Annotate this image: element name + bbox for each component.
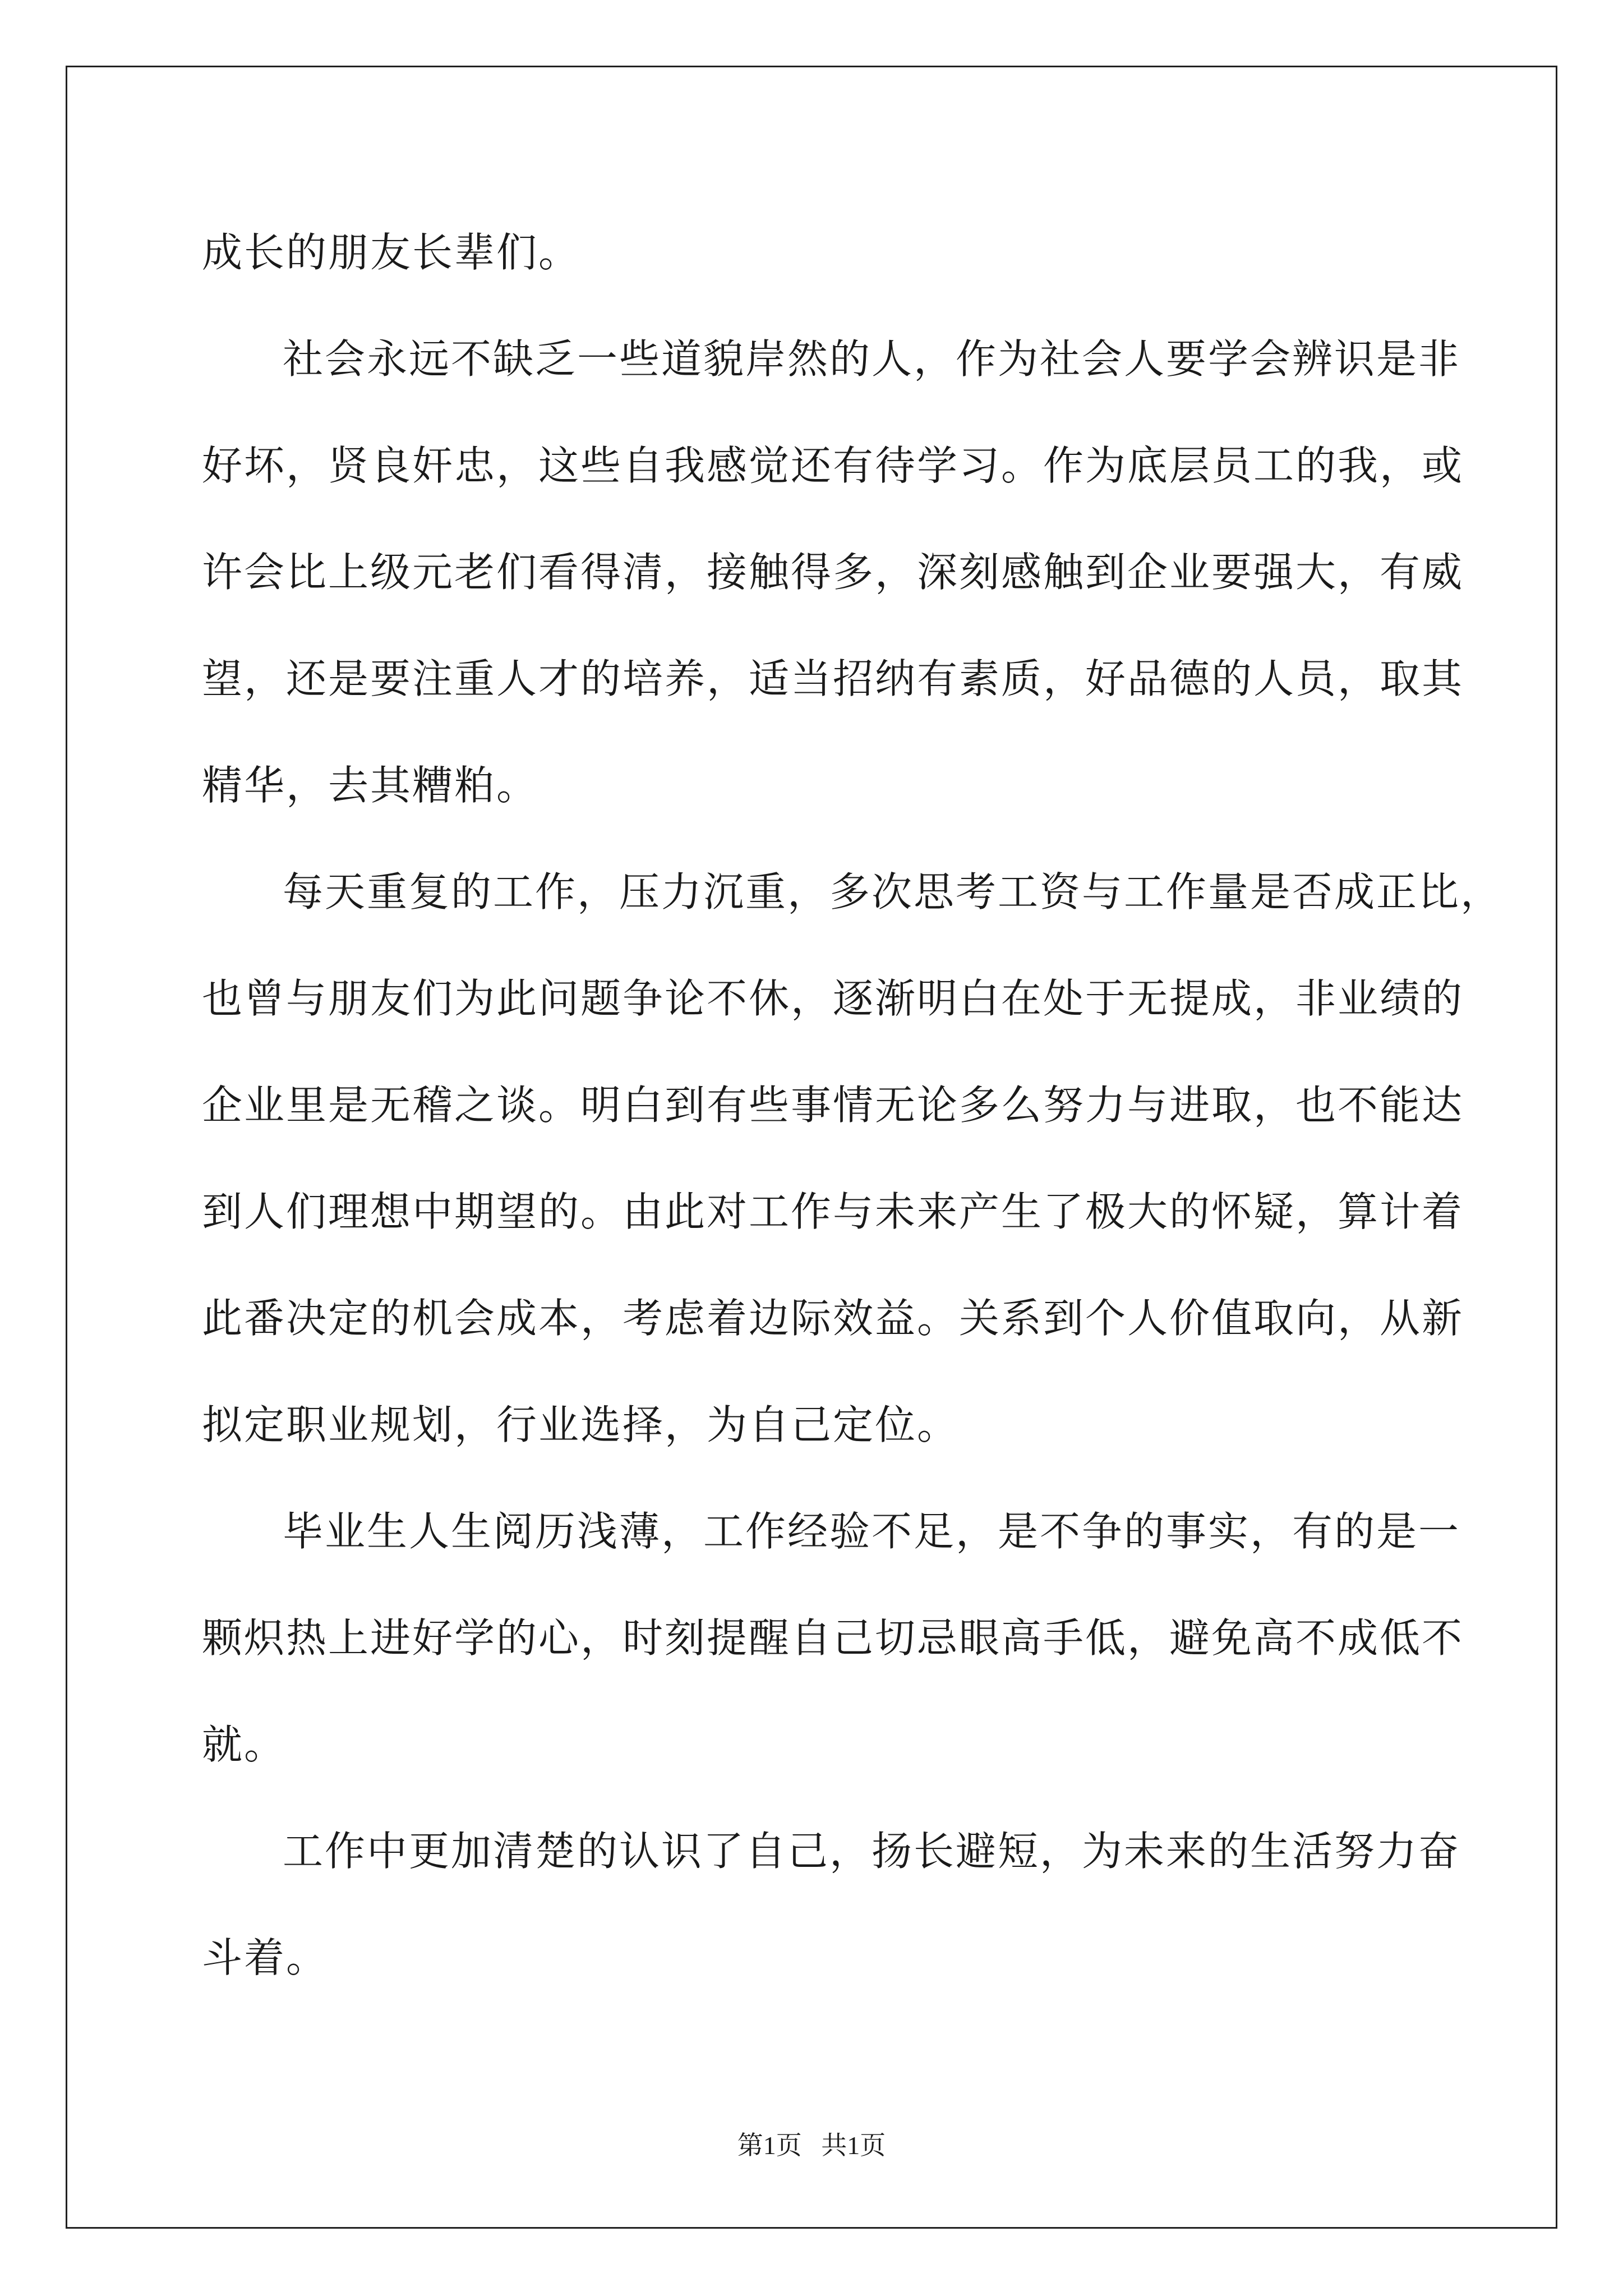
- text-line: 就。: [202, 1721, 287, 1768]
- text-line: 望，还是要注重人才的培养，适当招纳有素质，好品德的人员，取其: [202, 655, 1464, 702]
- text-line: 此番决定的机会成本，考虑着边际效益。关系到个人价值取向，从新: [202, 1295, 1464, 1342]
- text-line: 拟定职业规划，行业选择，为自己定位。: [202, 1401, 960, 1448]
- page-total: 共1页: [821, 2131, 886, 2160]
- page-number: 第1页: [737, 2131, 802, 2160]
- paragraph-start-line: 工作中更加清楚的认识了自己，扬长避短，为未来的生活努力奋: [283, 1828, 1461, 1875]
- text-line: 企业里是无稽之谈。明白到有些事情无论多么努力与进取，也不能达: [202, 1082, 1464, 1129]
- paragraph-start-line: 每天重复的工作，压力沉重，多次思考工资与工作量是否成正比，: [283, 868, 1503, 915]
- document-body: [202, 199, 1503, 2011]
- text-line: 成长的朋友长辈们。: [202, 229, 581, 276]
- text-line: 好坏，贤良奸忠，这些自我感觉还有待学习。作为底层员工的我，或: [202, 442, 1464, 489]
- text-line: 精华，去其糟粕。: [202, 762, 539, 809]
- text-line: 斗着。: [202, 1934, 329, 1981]
- page-footer: [0, 2129, 1623, 2162]
- text-line: 颗炽热上进好学的心，时刻提醒自己切忌眼高手低，避免高不成低不: [202, 1614, 1464, 1662]
- text-line: 也曾与朋友们为此问题争论不休，逐渐明白在处于无提成，非业绩的: [202, 975, 1464, 1022]
- text-line: 许会比上级元老们看得清，接触得多，深刻感触到企业要强大，有威: [202, 549, 1464, 596]
- text-line: 到人们理想中期望的。由此对工作与未来产生了极大的怀疑，算计着: [202, 1188, 1464, 1235]
- paragraph-start-line: 毕业生人生阅历浅薄，工作经验不足，是不争的事实，有的是一: [283, 1508, 1461, 1555]
- paragraph-start-line: 社会永远不缺乏一些道貌岸然的人，作为社会人要学会辨识是非: [283, 335, 1461, 383]
